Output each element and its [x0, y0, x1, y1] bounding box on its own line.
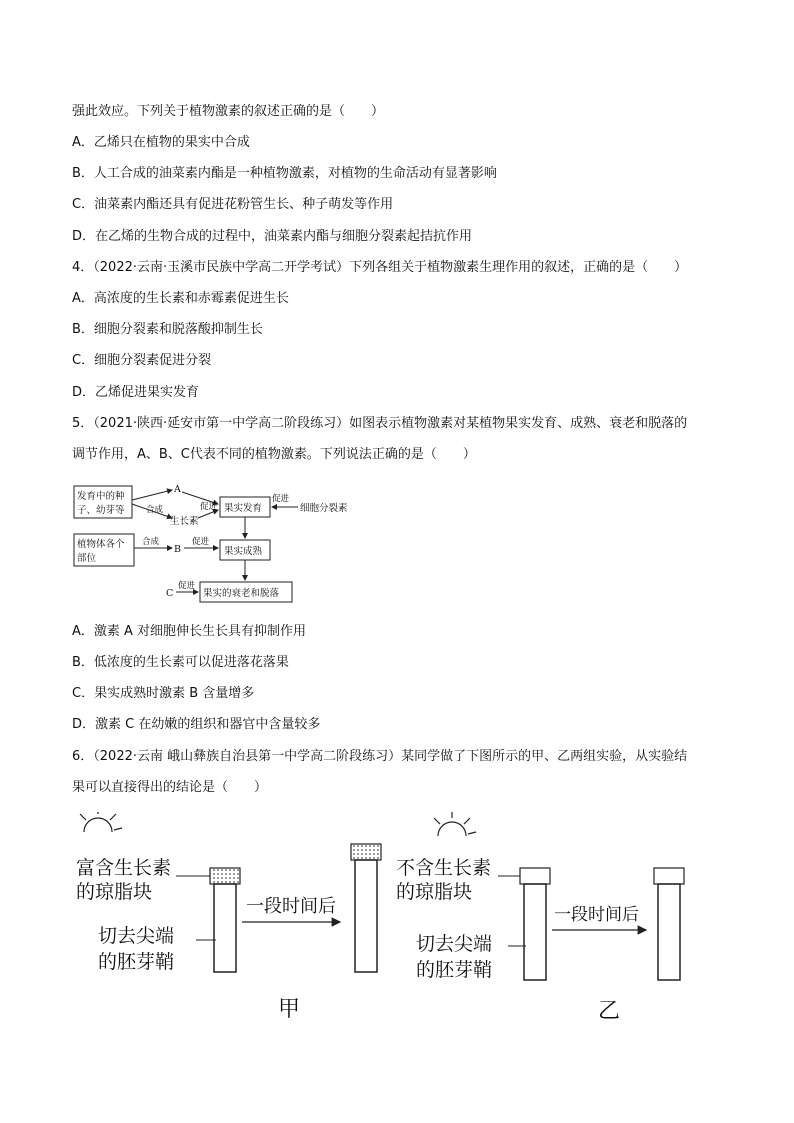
q5-option-a: A．激素 A 对细胞伸长生长具有抑制作用	[72, 624, 307, 639]
q3-option-a: A．乙烯只在植物的果实中合成	[72, 135, 250, 150]
right-block-label-line1: 不含生长素	[396, 857, 492, 879]
coleoptile-experiment-diagram	[68, 812, 728, 1027]
group-yi-label: 乙	[598, 999, 621, 1024]
coleoptile-left-before	[214, 884, 236, 972]
q4-option-c: C．细胞分裂素促进分裂	[72, 353, 212, 368]
left-cut-label-line1: 切去尖端	[98, 925, 175, 947]
q4-option-b: B．细胞分裂素和脱落酸抑制生长	[72, 322, 263, 337]
arrow-label-right: 一段时间后	[554, 905, 639, 925]
question-3-stem-end: 强此效应。下列关于植物激素的叙述正确的是（ ）	[72, 104, 385, 119]
coleoptile-right-after	[658, 884, 680, 980]
synth-label-1: 合成	[146, 505, 164, 515]
promote-label-2: 促进	[272, 494, 290, 504]
hormone-b-label: B	[174, 544, 181, 555]
q4-option-d: D．乙烯促进果实发育	[72, 385, 200, 400]
hormone-c-label: C	[166, 588, 174, 599]
q4-option-a: A．高浓度的生长素和赤霉素促进生长	[72, 291, 289, 306]
left-block-label-line2: 的琼脂块	[76, 881, 153, 903]
coleoptile-left-after	[355, 860, 377, 972]
hormone-a-label: A	[174, 484, 181, 495]
left-cut-label-line2: 的胚芽鞘	[98, 951, 175, 973]
q3-option-c: C．油菜素内酯还具有促进花粉管生长、种子萌发等作用	[72, 197, 394, 212]
question-5-stem-line1: 5．（2021·陕西·延安市第一中学高二阶段练习）如图表示植物激素对某植物果实发育、成熟、衰老和脱落的	[72, 416, 688, 431]
promote-label-1: 促进	[200, 502, 218, 512]
left-block-label-line1: 富含生长素	[76, 857, 172, 879]
q5-option-c: C．果实成熟时激素 B 含量增多	[72, 686, 255, 701]
question-5-stem-line2: 调节作用，A、B、C代表不同的植物激素。下列说法正确的是（ ）	[72, 447, 476, 462]
cytokinin-label: 细胞分裂素	[300, 503, 348, 514]
question-6-stem-line1: 6．（2022·云南 峨山彝族自治县第一中学高二阶段练习）某同学做了下图所示的甲、乙两组实验，从实验结	[72, 749, 688, 764]
seed-bud-line1: 发育中的种	[77, 491, 125, 502]
right-cut-label-line2: 的胚芽鞘	[416, 959, 493, 981]
coleoptile-right-before	[524, 884, 546, 980]
question-4-stem: 4．（2022·云南·玉溪市民族中学高二开学考试）下列各组关于植物激素生理作用的叙述，正确的是（ ）	[72, 260, 688, 275]
q3-option-d: D．在乙烯的生物合成的过程中，油菜素内酯与细胞分裂素起拮抗作用	[72, 229, 473, 244]
sun-icon	[80, 812, 122, 832]
agar-block-without-auxin-after	[654, 868, 684, 884]
plant-parts-line2: 部位	[77, 553, 97, 564]
fruit-develop-label: 果实发育	[224, 503, 263, 514]
promote-label-4: 促进	[178, 581, 196, 591]
auxin-label: 生长素	[170, 516, 199, 527]
arrow-label-left: 一段时间后	[246, 896, 336, 917]
agar-block-with-auxin-after	[351, 844, 381, 860]
hormone-regulation-diagram	[72, 482, 372, 606]
right-cut-label-line1: 切去尖端	[416, 933, 493, 955]
q3-option-b: B．人工合成的油菜素内酯是一种植物激素，对植物的生命活动有显著影响	[72, 166, 497, 181]
q5-option-d: D．激素 C 在幼嫩的组织和器官中含量较多	[72, 717, 321, 732]
fruit-senescence-label: 果实的衰老和脱落	[203, 588, 280, 599]
agar-block-without-auxin	[520, 868, 550, 884]
sun-icon	[434, 812, 476, 836]
right-block-label-line2: 的琼脂块	[396, 881, 473, 903]
seed-bud-line2: 子、幼芽等	[77, 505, 125, 516]
question-6-stem-line2: 果可以直接得出的结论是（ ）	[72, 780, 268, 795]
agar-block-with-auxin	[210, 868, 240, 884]
plant-parts-line1: 植物体各个	[77, 539, 125, 550]
synth-label-2: 合成	[142, 537, 160, 547]
fruit-ripen-label: 果实成熟	[224, 546, 263, 557]
group-jia-label: 甲	[278, 997, 301, 1022]
q5-option-b: B．低浓度的生长素可以促进落花落果	[72, 655, 289, 670]
promote-label-3: 促进	[192, 537, 210, 547]
